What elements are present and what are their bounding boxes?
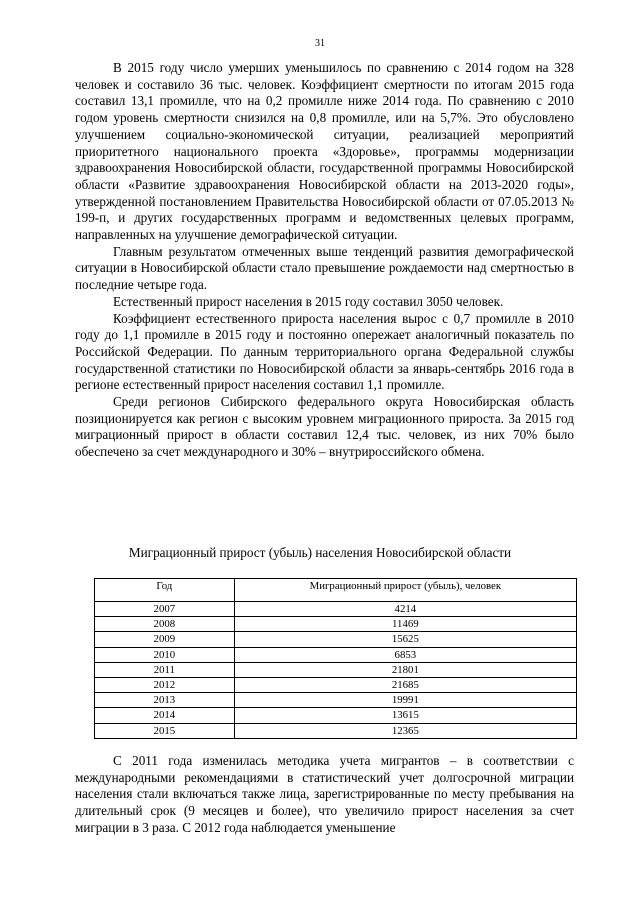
table-row (95, 647, 577, 662)
table-header-row (95, 579, 577, 602)
cell-year: 2015 (95, 723, 235, 738)
cell-year: 2014 (95, 708, 235, 723)
page-number: 31 (315, 38, 325, 49)
cell-value: 21685 (234, 677, 576, 692)
cell-year: 2008 (95, 617, 235, 632)
table-title: Миграционный прирост (убыль) населения Новосибирской области (128, 545, 512, 560)
table-row (95, 708, 577, 723)
cell-year: 2012 (95, 677, 235, 692)
cell-value: 13615 (234, 708, 576, 723)
cell-value: 12365 (234, 723, 576, 738)
table-row (95, 602, 577, 617)
table-row (95, 617, 577, 632)
cell-value: 21801 (234, 662, 576, 677)
table-row (95, 693, 577, 708)
cell-value: 6853 (234, 647, 576, 662)
cell-year: 2010 (95, 647, 235, 662)
header-year: Год (95, 579, 235, 602)
cell-value: 11469 (234, 617, 576, 632)
migration-table (94, 578, 577, 739)
table-row (95, 723, 577, 738)
paragraph-migration: Среди регионов Сибирского федерального округа Новосибирская область позиционируется как регион с высоким уровнем миграционного прироста. За 2015 год миграционный прирост в области составил 12,4 тыс. человек, из них 70% было обеспечено за счет международного и 30% – внутрироссийского обмена. (75, 394, 574, 460)
cell-value: 4214 (234, 602, 576, 617)
paragraph-mortality: В 2015 году число умерших уменьшилось по сравнению с 2014 годом на 328 человек и составило 36 тыс. человек. Коэффициент смертности по итогам 2015 года составил 13,1 промилле, что на 0,2 промилле ниже 2014 года. По сравнению с 2010 годом уровень смертности снизился на 0,8 промилле, или на 5,7%. Это обусловлено улучшением социально-экономической ситуации, реализацией мероприятий приоритетного национального проекта «Здоровье», программы модернизации здравоохранения Новосибирской области, государственной программы Новосибирской области «Развитие здравоохранения Новосибирской области на 2013-2020 годы», утвержденной постановлением Правительства Новосибирской области от 07.05.2013 № 199-п, и других государственных программ и ведомственных целевых программ, направленных на улучшение демографической ситуации. (75, 60, 574, 243)
body-text-top (75, 60, 574, 461)
paragraph-natural-increase-rate: Коэффициент естественного прироста населения вырос с 0,7 промилле в 2010 году до 1,1 промилле в 2015 году и постоянно опережает аналогичный показатель по Российской Федерации. По данным территориального органа Федеральной службы государственной статистики по Новосибирской области за январь-сентябрь 2016 года в регионе естественный прирост населения составил 1,1 промилле. (75, 310, 574, 393)
cell-value: 15625 (234, 632, 576, 647)
cell-year: 2013 (95, 693, 235, 708)
body-text-bottom (75, 753, 574, 837)
table-row (95, 632, 577, 647)
paragraph-natural-increase: Естественный прирост населения в 2015 году составил 3050 человек. (113, 293, 504, 309)
cell-year: 2009 (95, 632, 235, 647)
table-row (95, 677, 577, 692)
table-row (95, 662, 577, 677)
paragraph-main-result: Главным результатом отмеченных выше тенденций развития демографической ситуации в Новосибирской области стало превышение рождаемости над смертностью в последние четыре года. (75, 243, 574, 293)
cell-year: 2011 (95, 662, 235, 677)
header-migration: Миграционный прирост (убыль), человек (234, 579, 576, 602)
cell-year: 2007 (95, 602, 235, 617)
paragraph-methodology: С 2011 года изменилась методика учета мигрантов – в соответствии с международными рекомендациями в статистический учет долгосрочной миграции населения стали включаться также лица, зарегистрированные по месту пребывания на длительный срок (9 месяцев и более), что увеличило прирост населения за счет миграции в 3 раза. С 2012 года наблюдается уменьшение (75, 753, 574, 835)
cell-value: 19991 (234, 693, 576, 708)
